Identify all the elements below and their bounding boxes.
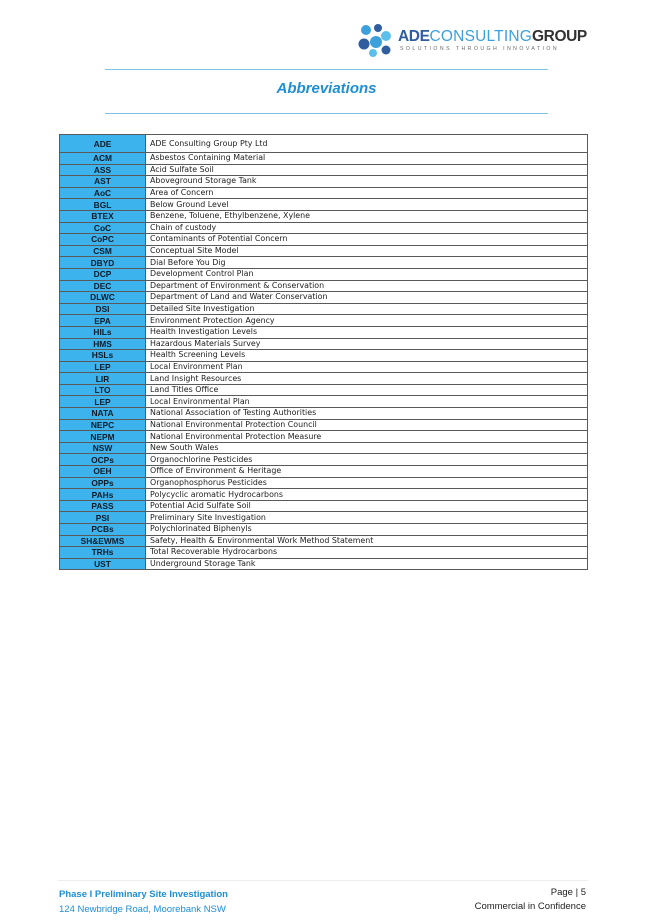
abbreviation-cell: DBYD (60, 257, 146, 269)
abbreviation-cell: SH&EWMS (60, 535, 146, 547)
definition-cell: Chain of custody (146, 222, 588, 234)
abbreviation-cell: UST (60, 558, 146, 570)
definition-cell: Safety, Health & Environmental Work Method Statement (146, 535, 588, 547)
table-row (60, 350, 588, 362)
abbreviation-cell: AST (60, 176, 146, 188)
definition-cell: ADE Consulting Group Pty Ltd (146, 135, 588, 153)
abbreviation-cell: PCBs (60, 524, 146, 536)
table-row (60, 153, 588, 165)
table-row (60, 268, 588, 280)
table-row (60, 280, 588, 292)
definition-cell: Potential Acid Sulfate Soil (146, 500, 588, 512)
footer-confidentiality: Commercial in Confidence (474, 901, 586, 912)
title-divider (105, 113, 548, 114)
abbreviation-cell: BGL (60, 199, 146, 211)
definition-cell: Environment Protection Agency (146, 315, 588, 327)
definition-cell: Development Control Plan (146, 268, 588, 280)
abbreviation-cell: DSI (60, 303, 146, 315)
table-row (60, 373, 588, 385)
abbreviation-cell: ASS (60, 164, 146, 176)
abbreviation-cell: ADE (60, 135, 146, 153)
table-row (60, 187, 588, 199)
abbreviation-cell: TRHs (60, 547, 146, 559)
definition-cell: Aboveground Storage Tank (146, 176, 588, 188)
footer-page-number: Page | 5 (550, 887, 586, 898)
abbreviation-cell: HSLs (60, 350, 146, 362)
table-row (60, 512, 588, 524)
table-row (60, 558, 588, 570)
table-row (60, 199, 588, 211)
header-divider (105, 69, 548, 70)
abbreviation-cell: PAHs (60, 489, 146, 501)
abbreviation-cell: OCPs (60, 454, 146, 466)
table-row (60, 408, 588, 420)
table-row (60, 466, 588, 478)
table-row (60, 361, 588, 373)
logo-molecule-icon (356, 22, 394, 58)
definition-cell: Dial Before You Dig (146, 257, 588, 269)
table-row (60, 454, 588, 466)
table-row (60, 431, 588, 443)
abbreviation-cell: CSM (60, 245, 146, 257)
table-row (60, 303, 588, 315)
abbreviation-cell: PSI (60, 512, 146, 524)
page-title: Abbreviations (276, 80, 377, 97)
abbreviation-cell: DCP (60, 268, 146, 280)
abbreviation-cell: AoC (60, 187, 146, 199)
definition-cell: Polychlorinated Biphenyls (146, 524, 588, 536)
definition-cell: Department of Land and Water Conservation (146, 292, 588, 304)
definition-cell: Organophosphorus Pesticides (146, 477, 588, 489)
table-row (60, 315, 588, 327)
abbreviation-cell: LEP (60, 396, 146, 408)
footer-divider (58, 880, 588, 881)
definition-cell: Local Environment Plan (146, 361, 588, 373)
abbreviation-cell: LEP (60, 361, 146, 373)
abbreviation-cell: EPA (60, 315, 146, 327)
definition-cell: Benzene, Toluene, Ethylbenzene, Xylene (146, 210, 588, 222)
abbreviation-cell: HMS (60, 338, 146, 350)
definition-cell: National Environmental Protection Council (146, 419, 588, 431)
table-row (60, 326, 588, 338)
definition-cell: Asbestos Containing Material (146, 153, 588, 165)
footer-address: 124 Newbridge Road, Moorebank NSW (59, 904, 226, 915)
definition-cell: Health Screening Levels (146, 350, 588, 362)
table-row (60, 257, 588, 269)
abbreviations-table (59, 134, 588, 570)
definition-cell: Health Investigation Levels (146, 326, 588, 338)
definition-cell: Polycyclic aromatic Hydrocarbons (146, 489, 588, 501)
table-row (60, 292, 588, 304)
abbreviation-cell: HILs (60, 326, 146, 338)
definition-cell: Total Recoverable Hydrocarbons (146, 547, 588, 559)
table-row (60, 135, 588, 153)
table-row (60, 384, 588, 396)
abbreviation-cell: LIR (60, 373, 146, 385)
abbreviations-table-body (60, 135, 588, 570)
abbreviation-cell: OPPs (60, 477, 146, 489)
definition-cell: Office of Environment & Heritage (146, 466, 588, 478)
definition-cell: Below Ground Level (146, 199, 588, 211)
definition-cell: Underground Storage Tank (146, 558, 588, 570)
table-row (60, 524, 588, 536)
abbreviation-cell: NSW (60, 442, 146, 454)
abbreviation-cell: DEC (60, 280, 146, 292)
table-row (60, 222, 588, 234)
table-row (60, 176, 588, 188)
abbreviation-cell: CoC (60, 222, 146, 234)
table-row (60, 547, 588, 559)
abbreviation-cell: CoPC (60, 234, 146, 246)
definition-cell: Area of Concern (146, 187, 588, 199)
definition-cell: Organochlorine Pesticides (146, 454, 588, 466)
definition-cell: Detailed Site Investigation (146, 303, 588, 315)
definition-cell: National Association of Testing Authorities (146, 408, 588, 420)
definition-cell: National Environmental Protection Measure (146, 431, 588, 443)
table-row (60, 234, 588, 246)
footer-report-title: Phase I Preliminary Site Investigation (59, 889, 228, 900)
table-row (60, 477, 588, 489)
table-row (60, 442, 588, 454)
table-row (60, 210, 588, 222)
table-row (60, 164, 588, 176)
abbreviation-cell: ACM (60, 153, 146, 165)
table-row (60, 500, 588, 512)
table-row (60, 489, 588, 501)
table-row (60, 535, 588, 547)
abbreviation-cell: OEH (60, 466, 146, 478)
logo-wordmark: ADECONSULTINGGROUP (398, 28, 587, 45)
abbreviation-cell: NATA (60, 408, 146, 420)
definition-cell: Conceptual Site Model (146, 245, 588, 257)
table-row (60, 245, 588, 257)
definition-cell: Contaminants of Potential Concern (146, 234, 588, 246)
table-row (60, 396, 588, 408)
abbreviation-cell: PASS (60, 500, 146, 512)
abbreviation-cell: BTEX (60, 210, 146, 222)
definition-cell: Local Environmental Plan (146, 396, 588, 408)
logo-tagline: SOLUTIONS THROUGH INNOVATION (400, 46, 560, 52)
abbreviation-cell: DLWC (60, 292, 146, 304)
definition-cell: Hazardous Materials Survey (146, 338, 588, 350)
company-logo (356, 22, 596, 58)
definition-cell: Land Titles Office (146, 384, 588, 396)
definition-cell: Acid Sulfate Soil (146, 164, 588, 176)
abbreviation-cell: NEPC (60, 419, 146, 431)
definition-cell: Department of Environment & Conservation (146, 280, 588, 292)
abbreviation-cell: NEPM (60, 431, 146, 443)
table-row (60, 419, 588, 431)
definition-cell: Land Insight Resources (146, 373, 588, 385)
definition-cell: New South Wales (146, 442, 588, 454)
abbreviation-cell: LTO (60, 384, 146, 396)
definition-cell: Preliminary Site Investigation (146, 512, 588, 524)
table-row (60, 338, 588, 350)
